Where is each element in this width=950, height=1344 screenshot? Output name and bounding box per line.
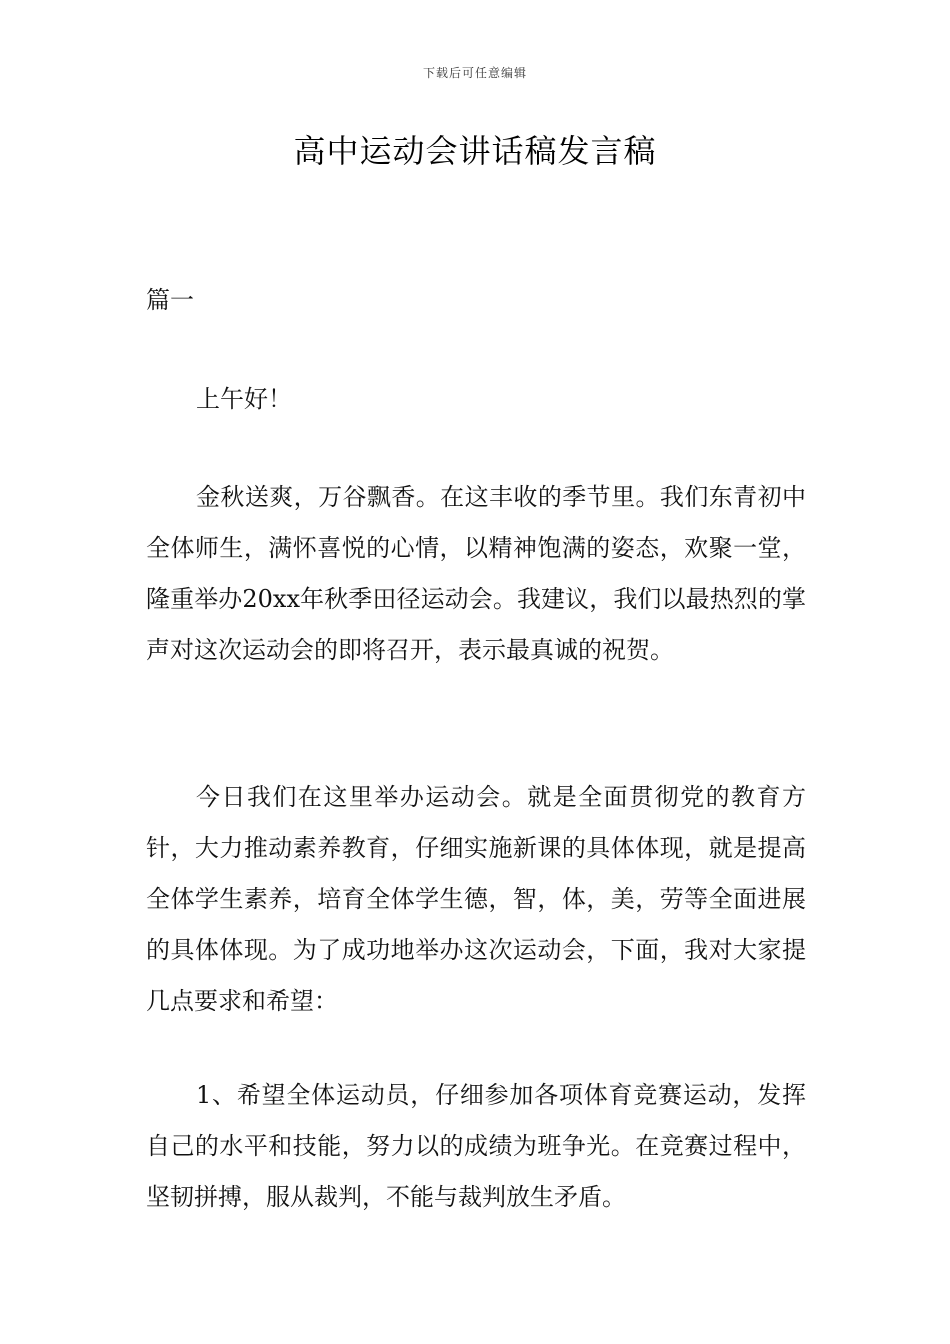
section-label: 篇一	[146, 286, 194, 314]
paragraph-purpose: 今日我们在这里举办运动会。就是全面贯彻党的教育方针，大力推动素养教育，仔细实施新课的具体体现，就是提高全体学生素养，培育全体学生德，智，体，美，劳等全面进展的具体体现。为了成功地举办这次运动会，下面，我对大家提几点要求和希望：	[146, 783, 806, 1015]
paragraph-request-1: 1、希望全体运动员，仔细参加各项体育竞赛运动，发挥自己的水平和技能，努力以的成绩为班争光。在竞赛过程中，坚韧拼搏，服从裁判，不能与裁判放生矛盾。	[146, 1081, 806, 1211]
paragraph-greeting: 上午好！	[196, 385, 292, 413]
header-note: 下载后可任意编辑	[422, 66, 527, 80]
document-title: 高中运动会讲话稿发言稿	[293, 132, 657, 170]
paragraph-opening: 金秋送爽，万谷飘香。在这丰收的季节里。我们东青初中全体师生，满怀喜悦的心情，以精神饱满的姿态，欢聚一堂，隆重举办20xx年秋季田径运动会。我建议，我们以最热烈的掌声对这次运动会的即将召开，表示最真诚的祝贺。	[146, 483, 806, 664]
